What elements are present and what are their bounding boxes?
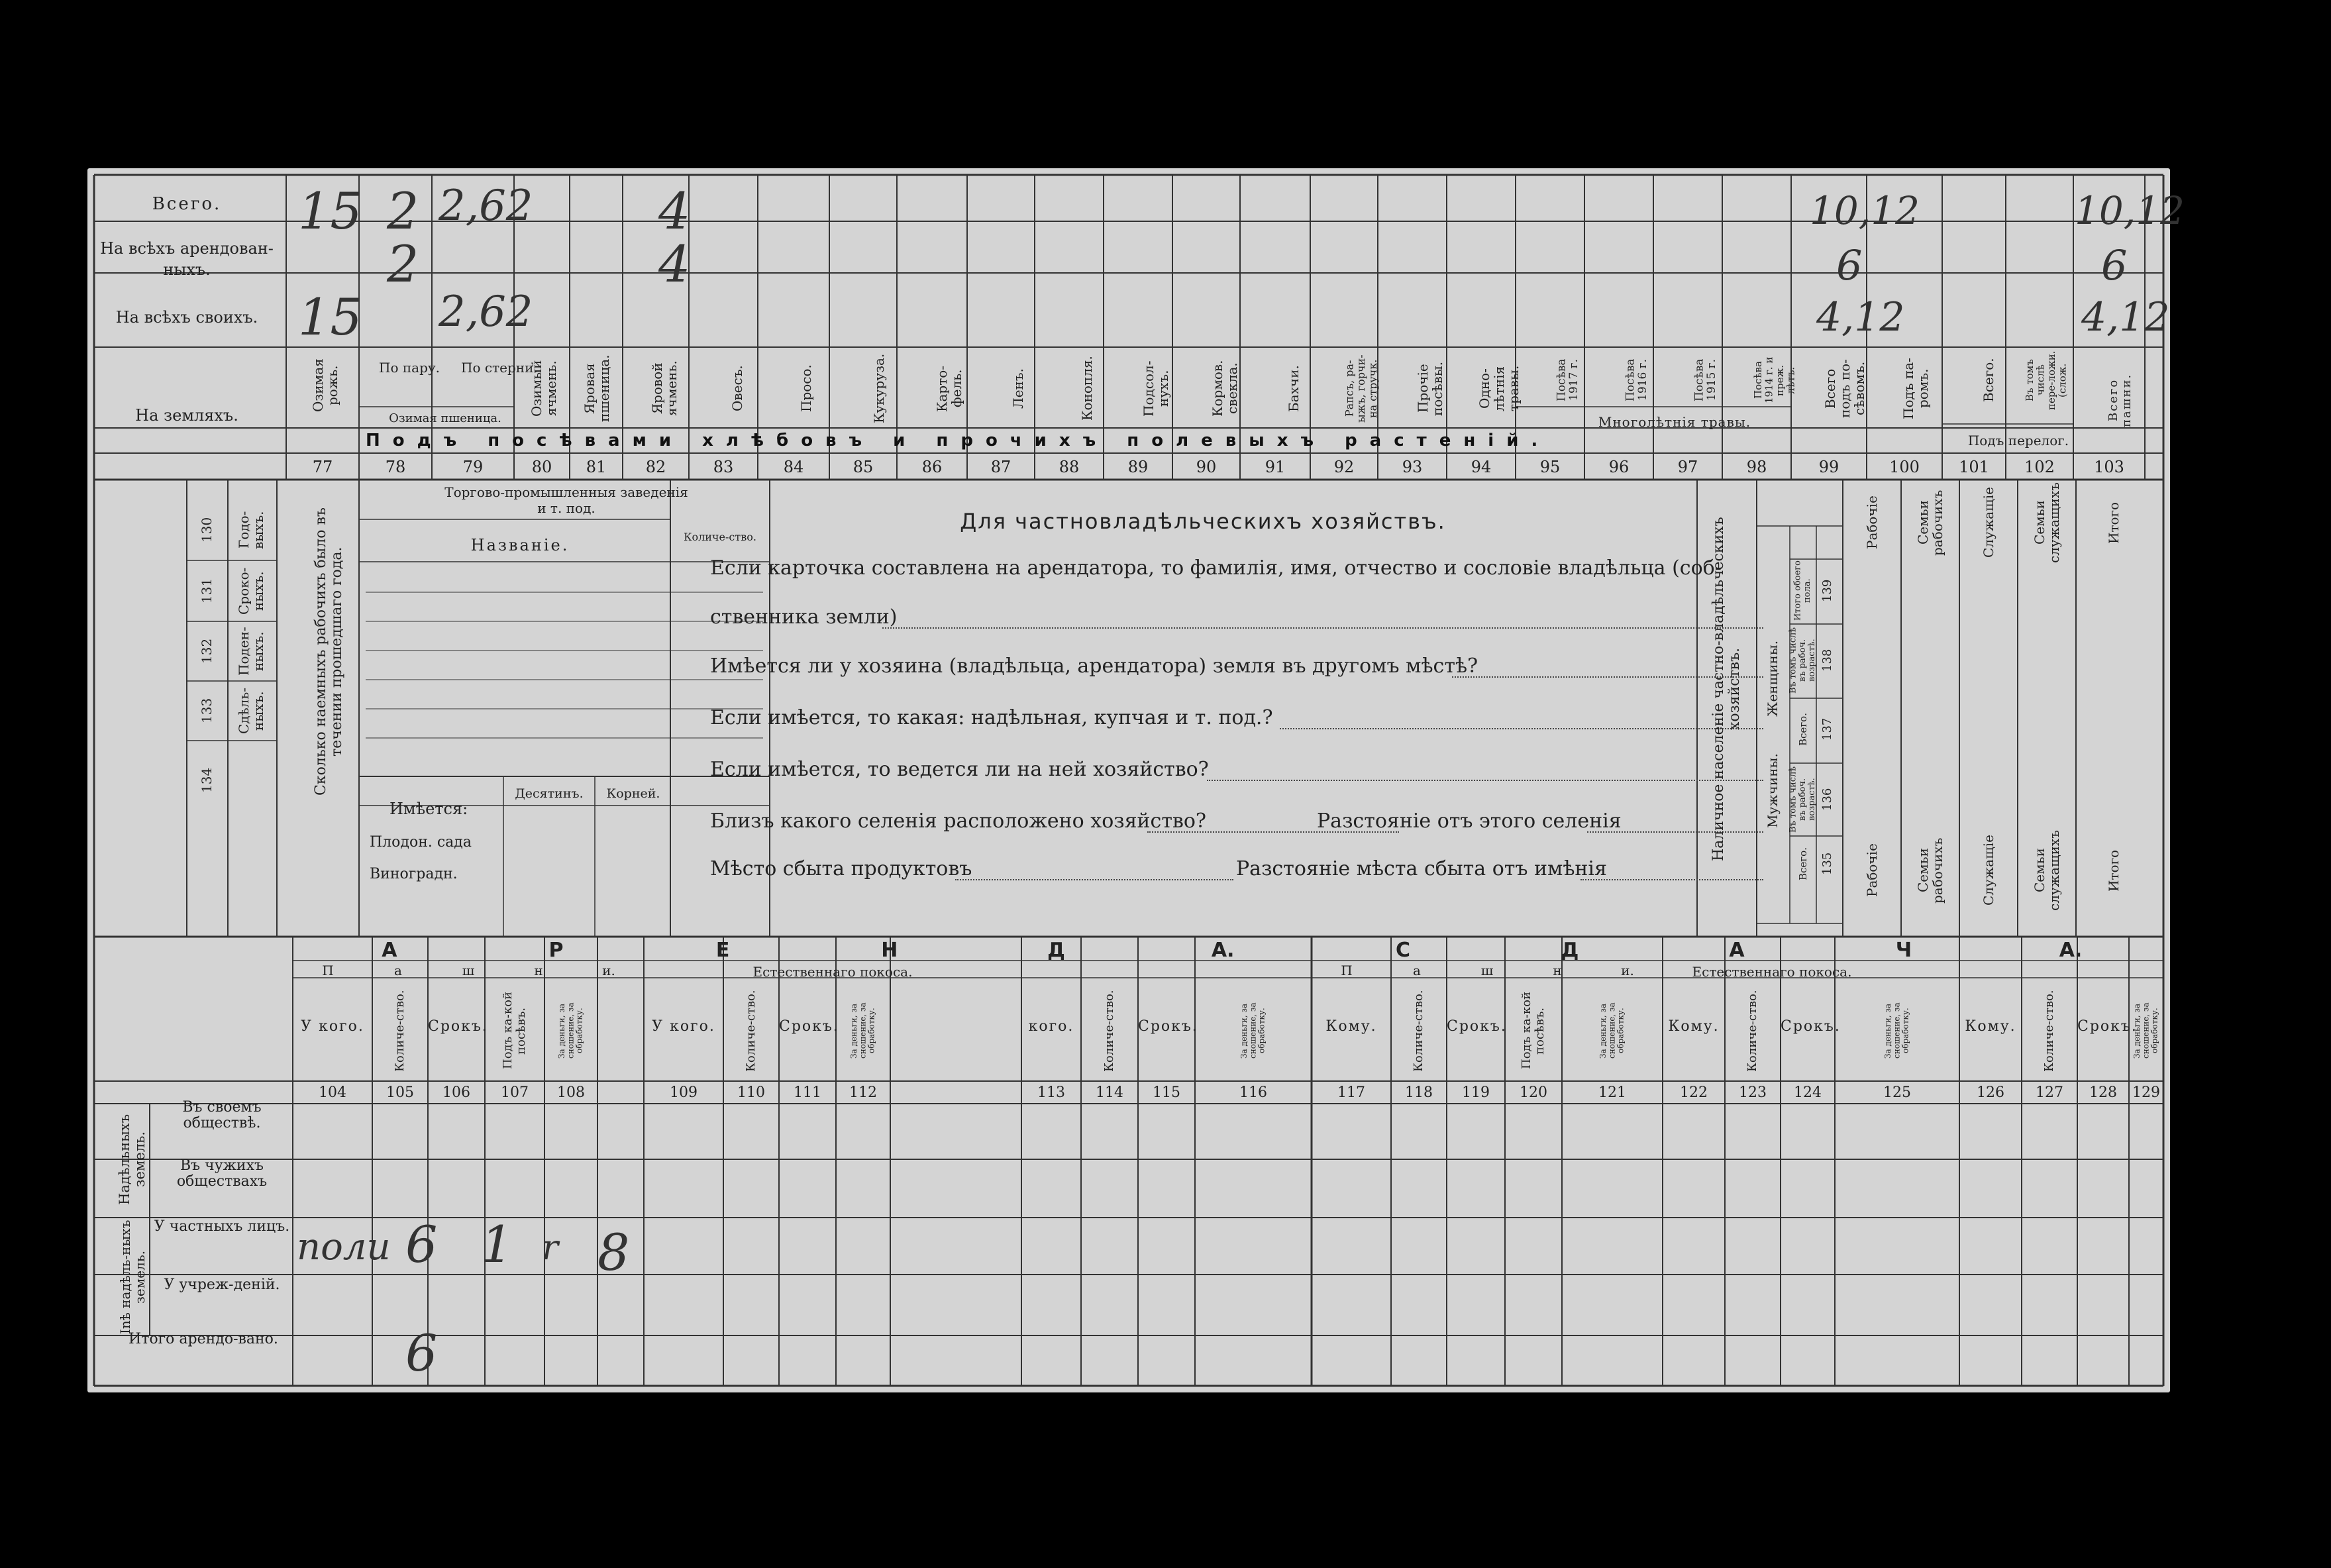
pop-m-vtom: Въ томъ числѣ въ рабоч. возрастѣ. [1788, 766, 1818, 833]
hw-vsego-78: 2 [387, 182, 419, 240]
hw-arend-103: 6 [2101, 241, 2128, 289]
population-zhenshchiny: Женщины. [1765, 640, 1781, 717]
workers-srochnykh: Сроко-ныхъ. [236, 567, 266, 615]
pop-rabochie-top: Рабочiе [1864, 496, 1880, 550]
bottom-number-127: 127 [2036, 1084, 2063, 1101]
crop-number-88: 88 [1059, 458, 1080, 476]
crop-number-99: 99 [1818, 458, 1839, 476]
workers-sdelnykh: Сдѣль-ныхъ. [236, 687, 266, 735]
crop-number-97: 97 [1677, 458, 1698, 476]
hw-vsego-103: 10,12 [2075, 188, 2185, 233]
bottom-number-126: 126 [1977, 1084, 2004, 1101]
pop-semi-sluzh-top: Семьи служащихъ [2032, 482, 2062, 563]
crop-number-90: 90 [1196, 458, 1217, 476]
pop-f-vsego: Всего. [1796, 713, 1809, 746]
hw-vsego-77: 15 [298, 182, 362, 240]
crop-number-95: 95 [1539, 458, 1561, 476]
arenda-estestv: Естественнаго покоса. [752, 964, 913, 980]
crop-number-82: 82 [645, 458, 666, 476]
bottom-number-113: 113 [1037, 1084, 1065, 1101]
bottom-number-116: 116 [1239, 1084, 1267, 1101]
pop-num-135: 135 [1820, 852, 1835, 876]
pop-num-137: 137 [1820, 717, 1835, 741]
pashni-letter-1-0: П [1341, 963, 1353, 978]
bottom-number-115: 115 [1153, 1084, 1180, 1101]
bottom-header-8: За деньги, за сношение, за обработку. [849, 1002, 876, 1059]
crop-number-103: 103 [2094, 458, 2124, 476]
hw-chastn-pod: r [542, 1228, 558, 1268]
pop-sluzh-bottom: Служащiе [1981, 835, 1996, 906]
private-q5a: Близъ какого селенiя расположено хозяйство? [710, 810, 1206, 833]
crop-header-82: Яровой ячмень. [649, 360, 680, 417]
pashni-letter-0-1: а [394, 963, 402, 978]
crop-header-81: Яровая пшеница. [582, 354, 612, 423]
crop-header-85: Кукуруза. [871, 353, 887, 424]
bottom-header-21: За деньги, за сношение, за обработку. [1883, 1002, 1910, 1059]
crop-header-94: Одно-лѣтнiя травы. [1476, 365, 1522, 412]
bottom-number-128: 128 [2089, 1084, 2117, 1101]
crop-header-102: Въ томъ числѣ пере-ложи. (слож. [2024, 350, 2069, 410]
bottom-header-19: Количе-ство. [1745, 990, 1760, 1072]
bottom-number-120: 120 [1520, 1084, 1547, 1101]
bottom-number-105: 105 [386, 1084, 414, 1101]
arenda-letter-3: Н [881, 939, 898, 962]
sdacha-letter-4: А. [2059, 939, 2083, 962]
pashni-letter-0-4: и. [602, 963, 615, 978]
bottom-header-1: Количе-ство. [393, 990, 407, 1072]
row-label-zemli: На земляхъ. [135, 406, 238, 425]
bottom-header-15: Срокъ. [1447, 1018, 1507, 1035]
crop-number-81: 81 [586, 458, 607, 476]
bottom-header-23: Количе-ство. [2042, 990, 2057, 1072]
hw-arend-99: 6 [1836, 241, 1863, 289]
crop-header-77: Озимая рожь. [310, 358, 340, 412]
dots-q4 [1207, 780, 1763, 781]
bottom-header-5: У кого. [652, 1018, 715, 1035]
crop-number-100: 100 [1889, 458, 1920, 476]
sdacha-letter-0: С [1395, 939, 1411, 962]
bottom-number-118: 118 [1405, 1084, 1433, 1101]
crop-header-80: Озимый ячмень. [529, 360, 559, 417]
crop-number-86: 86 [921, 458, 943, 476]
crop-header-ozimaya-psh: Озимая пшеница. [389, 411, 501, 425]
crop-header-100: Подъ па-ромъ. [1900, 358, 1931, 419]
crop-header-95: Посѣва 1917 г. [1555, 358, 1580, 402]
crop-number-87: 87 [990, 458, 1011, 476]
crop-number-101: 101 [1959, 458, 1989, 476]
sdacha-estestv: Естественнаго покоса. [1692, 964, 1852, 980]
private-q1a: Если карточка составлена на арендатора, то фамилiя, имя, отчество и сословiе владѣльца (соб- [710, 556, 1722, 580]
hw-svoikh-79: 2,62 [439, 287, 533, 337]
workers-podennykh: Поден-ныхъ. [236, 627, 266, 676]
crop-number-80: 80 [531, 458, 552, 476]
crop-number-78: 78 [385, 458, 406, 476]
pashni-letter-0-2: ш [462, 963, 475, 978]
population-muzhchiny: Мужчины. [1765, 753, 1781, 829]
workers-godovykh: Годо-выхъ. [236, 511, 266, 549]
bottom-number-122: 122 [1680, 1084, 1708, 1101]
hw-svoikh-99: 4,12 [1816, 294, 1905, 340]
hw-svoikh-77: 15 [298, 287, 362, 346]
crop-header-mnogolet: Многолѣтнiя травы. [1598, 414, 1751, 430]
workers-num-133: 133 [199, 698, 215, 724]
crop-header-96: Посѣва 1916 г. [1624, 358, 1649, 402]
hw-svoikh-103: 4,12 [2081, 294, 2170, 340]
crop-header-103: Всего пашни. [2106, 373, 2134, 427]
pop-itogo-top: Итого [2106, 501, 2122, 544]
pop-semi-sluzh-bottom: Семьи служащихъ [2032, 830, 2062, 911]
crop-header-91: Бахчи. [1286, 365, 1302, 412]
hw-vsego-99: 10,12 [1810, 188, 1920, 233]
crop-header-perelog: Подъ перелог. [1967, 433, 2069, 448]
crop-number-91: 91 [1265, 458, 1286, 476]
pashni-letter-1-4: и. [1621, 963, 1634, 978]
bottom-header-4: За деньги, за сношение, за обработку. [557, 1002, 584, 1059]
bottom-header-22: Кому. [1965, 1018, 2016, 1035]
bottom-header-12: За деньги, за сношение, за обработку. [1239, 1002, 1267, 1059]
bottom-header-6: Количе-ство. [744, 990, 758, 1072]
crop-header-88: Конопля. [1079, 356, 1095, 421]
pop-sluzh-top: Служащiе [1981, 487, 1996, 558]
trade-title-1: Торгово-промышленныя заведенiя [444, 484, 688, 500]
crop-band-title: Подъ посѣвами хлѣбовъ и прочихъ полевыхъ растенiй. [366, 431, 1551, 450]
private-q4: Если имѣется, то ведется ли на ней хозяйство? [710, 758, 1209, 781]
crop-header-79: По стерни. [461, 360, 538, 376]
crop-header-84: Просо. [798, 364, 814, 413]
bottom-ine-nadel: Inѣ надѣль-ныхъ земель. [117, 1220, 148, 1335]
arenda-letter-4: Д [1047, 939, 1065, 962]
crop-header-98: Посѣва 1914 г. и преж. лѣтъ. [1752, 356, 1797, 404]
dots-q1 [882, 627, 1763, 629]
sdacha-letter-1: Д [1561, 939, 1579, 962]
bottom-header-25: За деньги, за сношение, за обработку. [2132, 1002, 2159, 1059]
trade-korney: Корней. [606, 786, 660, 801]
private-q2: Имѣется ли у хозяина (владѣльца, арендатора) земля въ другомъ мѣстѣ? [710, 654, 1478, 678]
crop-header-93: Прочiе посѣвы. [1415, 361, 1445, 416]
bottom-header-24: Срокъ. [2077, 1018, 2138, 1035]
pop-semi-rab-bottom: Семьи рабочихъ [1915, 837, 1945, 904]
bottom-header-18: Кому. [1668, 1018, 1720, 1035]
pop-m-vsego: Всего. [1796, 847, 1809, 880]
crop-header-87: Ленъ. [1010, 368, 1026, 409]
bottom-number-119: 119 [1462, 1084, 1490, 1101]
row-label-arend-2: ныхъ. [163, 260, 211, 279]
bottom-number-109: 109 [670, 1084, 698, 1101]
private-q6b: Разстоянiе мѣста сбыта отъ имѣнiя [1236, 857, 1607, 880]
bottom-number-125: 125 [1883, 1084, 1911, 1101]
bottom-header-3: Подъ ка-кой посѣвъ. [501, 992, 528, 1070]
private-q1b: ственника земли) [710, 605, 898, 629]
crop-header-97: Посѣва 1915 г. [1692, 358, 1718, 402]
pop-rabochie-bottom: Рабочiе [1864, 843, 1880, 898]
private-q5b: Разстоянiе отъ этого селенiя [1317, 810, 1622, 833]
hw-chastn-kol: 6 [405, 1215, 438, 1274]
bottom-number-111: 111 [794, 1084, 821, 1101]
workers-title: Сколько наемныхъ рабочихъ было въ течении прошедшаго года. [312, 507, 345, 796]
row-label-svoikh: На всѣхъ своихъ. [115, 308, 258, 327]
pop-semi-rab-top: Семьи рабочихъ [1915, 490, 1945, 556]
pashni-letter-1-2: ш [1480, 963, 1494, 978]
arenda-letter-1: Р [548, 939, 564, 962]
trade-kol-header: Количе-ство. [684, 531, 756, 543]
bottom-itogo-arend: Итого арендо-вано. [129, 1331, 278, 1347]
hw-itogo-kol: 6 [405, 1324, 438, 1383]
bottom-header-9: кого. [1028, 1018, 1074, 1035]
bottom-header-11: Срокъ. [1138, 1018, 1198, 1035]
bottom-header-10: Количе-ство. [1102, 990, 1117, 1072]
crop-number-85: 85 [853, 458, 874, 476]
crop-header-101: Всего. [1981, 358, 1996, 403]
pashni-letter-0-0: П [322, 963, 334, 978]
bottom-header-14: Количе-ство. [1412, 990, 1426, 1072]
hw-vsego-79: 2,62 [439, 182, 533, 231]
crop-number-92: 92 [1333, 458, 1355, 476]
bottom-number-129: 129 [2132, 1084, 2160, 1101]
census-card [87, 168, 2185, 1392]
crop-number-102: 102 [2024, 458, 2055, 476]
pop-num-136: 136 [1820, 788, 1835, 811]
crop-header-90: Кормов. свекла. [1210, 360, 1240, 417]
crop-number-79: 79 [462, 458, 484, 476]
trade-title-2: и т. под. [537, 500, 596, 516]
bottom-number-107: 107 [501, 1084, 529, 1101]
bottom-number-104: 104 [319, 1084, 346, 1101]
crop-number-93: 93 [1402, 458, 1423, 476]
pashni-letter-0-3: н [534, 963, 543, 978]
trade-imeetsya: Имѣется: [389, 800, 468, 818]
bottom-header-20: Срокъ. [1781, 1018, 1841, 1035]
crop-number-96: 96 [1608, 458, 1630, 476]
pop-itogo-bottom: Итого [2106, 849, 2122, 892]
trade-sad: Плодон. сада [370, 834, 472, 851]
crop-number-94: 94 [1471, 458, 1492, 476]
workers-num-131: 131 [199, 578, 215, 604]
bottom-header-16: Подъ ка-кой посѣвъ. [1520, 992, 1547, 1070]
bottom-number-117: 117 [1337, 1084, 1365, 1101]
bottom-header-13: Кому. [1325, 1018, 1377, 1035]
sdacha-letter-3: Ч [1895, 939, 1912, 962]
bottom-number-123: 123 [1739, 1084, 1767, 1101]
bottom-u-uchrezh: У учреж-денiй. [164, 1277, 280, 1293]
hw-chastn-srok: 1 [481, 1215, 513, 1274]
bottom-v-svoem: Въ своемъ обществѣ. [182, 1099, 262, 1132]
crop-header-86: Карто-фель. [934, 365, 964, 412]
private-title: Для частновладѣльческихъ хозяйствъ. [960, 509, 1446, 534]
arenda-letter-0: А [382, 939, 397, 962]
bottom-u-chastn: У частныхъ лицъ. [154, 1218, 290, 1235]
workers-num-132: 132 [199, 638, 215, 664]
pashni-letter-1-3: н [1553, 963, 1562, 978]
bottom-header-2: Срокъ. [428, 1018, 488, 1035]
row-label-vsego: Всего. [152, 194, 222, 214]
trade-desyatin: Десятинъ. [515, 786, 584, 801]
bottom-number-106: 106 [442, 1084, 470, 1101]
hw-vsego-82: 4 [658, 182, 691, 240]
pop-itogo-oboego: Итого обоего пола. [1792, 560, 1812, 621]
pop-f-vtom: Въ томъ числѣ въ рабоч. возрастѣ. [1788, 627, 1818, 694]
bottom-number-121: 121 [1598, 1084, 1626, 1101]
bottom-header-0: У кого. [301, 1018, 364, 1035]
arenda-letter-2: Е [715, 939, 730, 962]
bottom-number-110: 110 [737, 1084, 765, 1101]
population-title: Наличное населенiе частно-владѣльческихъ хозяйствъ. [1710, 517, 1743, 861]
hw-chastn-za: 8 [597, 1223, 630, 1282]
crop-header-89: Подсол-нухъ. [1141, 360, 1171, 417]
hw-arend-82: 4 [658, 235, 691, 293]
bottom-number-114: 114 [1096, 1084, 1123, 1101]
workers-num-130: 130 [199, 517, 215, 543]
crop-number-98: 98 [1746, 458, 1767, 476]
crop-header-92: Рапсъ, ра-ыжъ, горчи-на стручк. [1343, 354, 1379, 423]
dots-q6a [955, 879, 1233, 880]
crop-number-84: 84 [783, 458, 804, 476]
crop-header-78: По пару. [379, 360, 440, 376]
pop-num-138: 138 [1820, 649, 1835, 672]
trade-vinograd: Виноградн. [370, 866, 458, 882]
dots-q3 [1280, 728, 1763, 729]
bottom-header-17: За деньги, за сношение, за обработку. [1598, 1002, 1626, 1059]
hw-chastn-kogo: поли [297, 1226, 391, 1269]
private-q6a: Мѣсто сбыта продуктовъ [710, 857, 972, 880]
bottom-number-124: 124 [1794, 1084, 1822, 1101]
arenda-letter-5: А. [1211, 939, 1235, 962]
bottom-header-7: Срокъ. [779, 1018, 839, 1035]
sdacha-letter-2: А [1729, 939, 1745, 962]
bottom-number-108: 108 [557, 1084, 585, 1101]
workers-num-134: 134 [199, 767, 215, 794]
pashni-letter-1-1: а [1413, 963, 1421, 978]
pop-num-139: 139 [1820, 579, 1835, 603]
crop-number-77: 77 [312, 458, 333, 476]
private-q3: Если имѣется, то какая: надѣльная, купчая и т. под.? [710, 706, 1273, 729]
crop-header-83: Овесъ. [729, 365, 745, 412]
bottom-v-chuzhikh: Въ чужихъ обществахъ [176, 1157, 268, 1190]
trade-name-header: Названiе. [470, 536, 570, 554]
bottom-number-112: 112 [849, 1084, 877, 1101]
hw-arend-78: 2 [387, 235, 419, 293]
bottom-nadel: Надѣльныхъ земель. [116, 1114, 148, 1205]
crop-number-89: 89 [1127, 458, 1149, 476]
row-label-arend-1: На всѣхъ арендован- [100, 239, 274, 258]
crop-number-83: 83 [713, 458, 734, 476]
crop-header-99: Всего подъ по-сѣвомъ. [1822, 359, 1867, 418]
